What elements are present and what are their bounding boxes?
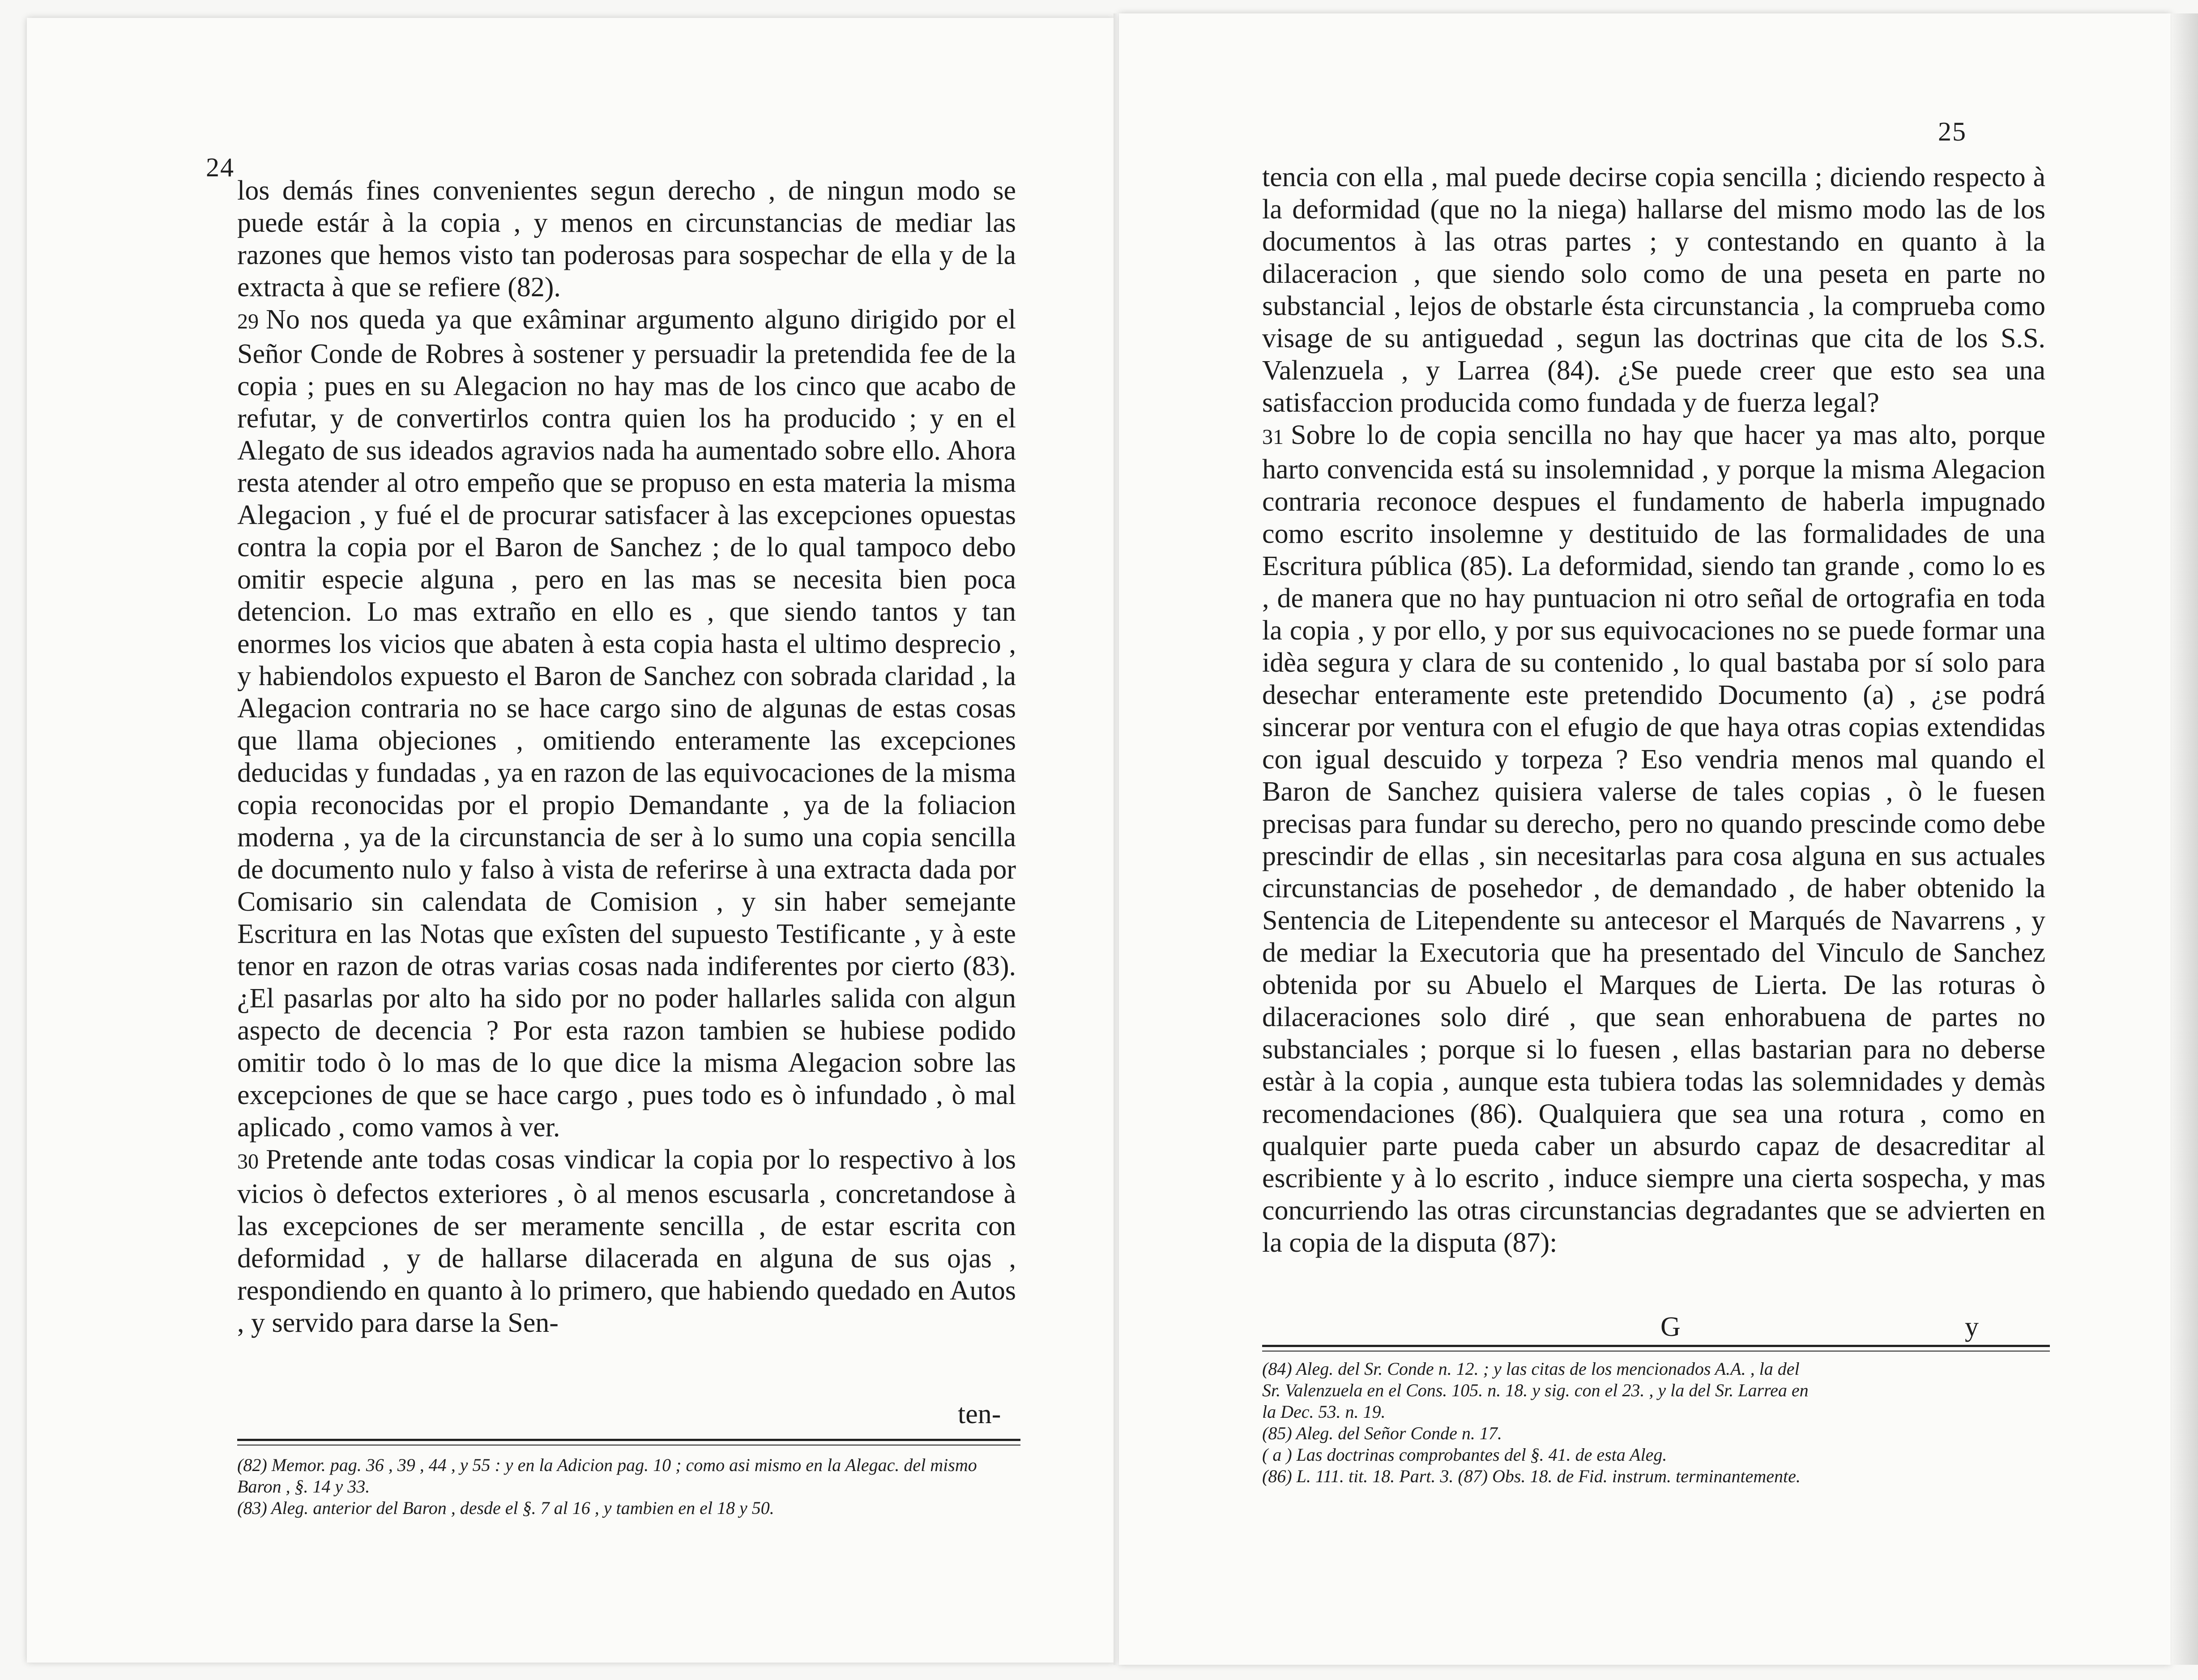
- paragraph-text: los demás fines convenientes segun derecho , de ningun modo se puede estár à la copia , y menos en circunstancias de mediar las razones que hemos visto tan poderosas para sospechar de ella y de la extracta à que se refiere (82).: [237, 175, 1016, 303]
- paragraph-text: No nos queda ya que exâminar argumento alguno dirigido por el Señor Conde de Robres à sostener y persuadir la pretendida fee de la copia ; pues en su Alegacion no hay mas de los cinco que acabo de refutar, y de convertirlos contra quien los ha producido ; y en el Alegato de sus ideados agravios nada ha aumentado sobre ello. Ahora resta atender al otro empeño que se propuso en esta materia la misma Alegacion , y fué el de procurar satisfacer à las excepciones opuestas contra la copia por el Baron de Sanchez ; de lo qual tampoco debo omitir especie alguna , pero en las mas se necesita bien poca detencion. Lo mas extraño en ello es , que siendo tantos y tan enormes los vicios que abaten à esta copia hasta el ultimo desprecio , y habiendolos expuesto el Baron de Sanchez con sobrada claridad , la Alegacion contraria no se hace cargo sino de algunas de estas cosas que llama objeciones , omitiendo enteramente las excepciones deducidas y fundadas , ya en razon de las equivocaciones de la misma copia reconocidas por el propio Demandante , ya de la foliacion moderna , ya de la circunstancia de ser à lo sumo una copia sencilla de documento nulo y falso à vista de referirse à una extracta dada por Comisario sin calendata de Comision , y sin haber semejante Escritura en las Notas que exîsten del supuesto Testificante , y à este tenor en razon de otras varias cosas nada indiferentes por cierto (83). ¿El pasarlas por alto ha sido por no poder hallarles salida con algun aspecto de decencia ? Por esta razon tambien se hubiese podido omitir todo ò lo mas de lo que dice la misma Alegacion sobre las excepciones de que se hace cargo , pues todo es ò infundado , ò mal aplicado , como vamos à ver.: [237, 304, 1016, 1143]
- footnote: (85) Aleg. del Señor Conde n. 17.: [1262, 1423, 1502, 1443]
- footnote-rule: [1262, 1345, 2050, 1347]
- page-edge: [2171, 13, 2198, 1665]
- catchword: ten-: [958, 1399, 1001, 1429]
- catchword: y: [1965, 1312, 1979, 1342]
- footnote-rule: [1262, 1351, 2050, 1352]
- body-text: [1262, 161, 2045, 1259]
- paragraph-number: 30: [237, 1150, 259, 1173]
- paragraph-number: 29: [237, 310, 259, 333]
- paragraph: [237, 1143, 1016, 1339]
- left-page: [27, 18, 1115, 1663]
- paragraph: [1262, 419, 2045, 1259]
- footnote-rule: [237, 1439, 1020, 1441]
- page-number: 24: [206, 153, 235, 182]
- paragraph: [237, 175, 1016, 303]
- footnote: (86) L. 111. tit. 18. Part. 3. (87) Obs. 18. de Fid. instrum. terminantemente.: [1262, 1466, 1801, 1486]
- footnotes: [1262, 1358, 2050, 1487]
- paragraph: [1262, 161, 2045, 419]
- footnote: la Dec. 53. n. 19.: [1262, 1402, 1386, 1422]
- footnote: (84) Aleg. del Sr. Conde n. 12. ; y las citas de los mencionados A.A. , la del: [1262, 1359, 1800, 1379]
- footnote: ( a ) Las doctrinas comprobantes del §. 41. de esta Aleg.: [1262, 1445, 1667, 1465]
- footnote: Sr. Valenzuela en el Cons. 105. n. 18. y sig. con el 23. , y la del Sr. Larrea en: [1262, 1380, 1809, 1400]
- paragraph-number: 31: [1262, 425, 1284, 449]
- footnote: (82) Memor. pag. 36 , 39 , 44 , y 55 : y en la Adicion pag. 10 ; como asi mismo en la Alegac. del mismo Baron , §. 14 y 33.: [237, 1455, 977, 1497]
- signature-mark: G: [1660, 1312, 1681, 1342]
- footnote: (83) Aleg. anterior del Baron , desde el §. 7 al 16 , y tambien en el 18 y 50.: [237, 1498, 774, 1518]
- body-text: [237, 175, 1016, 1339]
- footnotes: [237, 1454, 1020, 1519]
- paragraph-text: tencia con ella , mal puede decirse copia sencilla ; diciendo respecto à la deformidad (que no la niega) hallarse del mismo modo las de los documentos à las otras partes ; y contestando en quanto à la dilaceracion , que siendo solo como de una peseta en parte no substancial , lejos de obstarle ésta circunstancia , la comprueba como visage de su antiguedad , segun las doctrinas que cita de los S.S. Valenzuela , y Larrea (84). ¿Se puede creer que esto sea una satisfaccion producida como fundada y de fuerza legal?: [1262, 162, 2045, 418]
- page-number: 25: [1938, 117, 1967, 146]
- paragraph-text: Pretende ante todas cosas vindicar la copia por lo respectivo à los vicios ò defectos exteriores , ò al menos escusarla , concretandose à las excepciones de ser meramente sencilla , de estar escrita con deformidad , y de hallarse dilacerada en alguna de sus ojas , respondiendo en quanto à lo primero, que habiendo quedado en Autos , y servido para darse la Sen-: [237, 1144, 1016, 1338]
- paragraph: [237, 303, 1016, 1143]
- paragraph-text: Sobre lo de copia sencilla no hay que hacer ya mas alto, porque harto convencida está su insolemnidad , y porque la misma Alegacion contraria reconoce despues el fundamento de haberla impugnado como escrito insolemne y destituido de las formalidades de una Escritura pública (85). La deformidad, siendo tan grande , como lo es , de manera que no hay puntuacion ni otro señal de ortografia en toda la copia , y por ello, y por sus equivocaciones no se puede formar una idèa segura y clara de su contenido , lo qual bastaba por sí solo para desechar enteramente este pretendido Documento (a) , ¿se podrá sincerar por ventura con el efugio de que haya otras copias extendidas con igual descuido y torpeza ? Eso vendria menos mal quando el Baron de Sanchez quisiera valerse de tales copias , ò le fuesen precisas para fundar su derecho, pero no quando prescinde como debe prescindir de ellas , sin necesitarlas para cosa alguna en sus actuales circunstancias de posehedor , de demandado , de haber obtenido la Sentencia de Litependente su antecesor el Marqués de Navarrens , y de mediar la Executoria que ha presentado del Vinculo de Sanchez obtenida por su Abuelo el Marques de Lierta. De las roturas ò dilaceraciones solo diré , que sean enhorabuena de partes no substanciales ; porque si lo fuesen , ellas bastarian para no deberse estàr à la copia , aunque esta tubiera todas las solemnidades y demàs recomendaciones (86). Qualquiera que sea una rotura , como en qualquier parte pueda caber un absurdo capaz de desacreditar al escribiente y à lo escrito , induce siempre una cierta sospecha, y mas concurriendo las otras circunstancias degradantes que se advierten en la copia de la disputa (87):: [1262, 420, 2045, 1258]
- right-page: [1119, 13, 2171, 1665]
